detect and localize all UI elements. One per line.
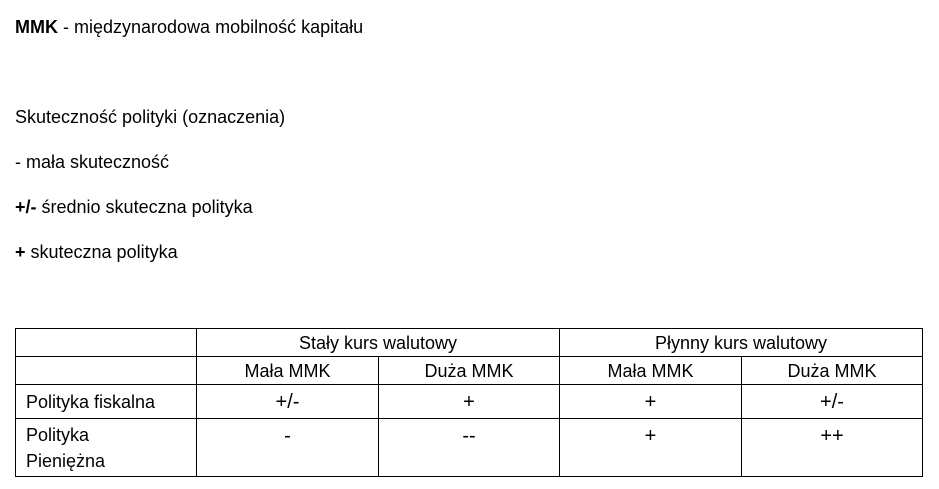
subheader-cell: Mała MMK [197,357,379,385]
legend-symbol: + [15,242,26,262]
table-cell: + [379,385,560,419]
mmk-definition-text: - międzynarodowa mobilność kapitału [58,17,364,37]
legend-text: mała skuteczność [21,152,170,172]
row-label-fiscal: Polityka fiskalna [16,385,197,419]
subheader-cell: Duża MMK [379,357,560,385]
mmk-abbreviation: MMK [15,17,58,37]
table-subheader-row [16,357,923,385]
table-row-fiscal [16,385,923,419]
row-label-line: Pieniężna [26,450,106,471]
header-fixed-rate: Stały kurs walutowy [197,329,560,357]
table-cell: + [560,419,742,477]
table-cell: + [560,385,742,419]
legend-item-medium [15,196,253,218]
table-cell: -- [379,419,560,477]
header-floating-rate: Płynny kurs walutowy [560,329,923,357]
table-cell: +/- [197,385,379,419]
table-cell: - [197,419,379,477]
row-label-line: Polityka [26,424,90,445]
table-row-monetary [16,419,923,477]
table-header-row [16,329,923,357]
subheader-cell: Mała MMK [560,357,742,385]
legend-title: Skuteczność polityki (oznaczenia) [15,107,286,127]
row-label-monetary [16,419,197,477]
legend-text: średnio skuteczna polityka [36,197,253,217]
table-corner-cell [16,329,197,357]
table-cell: ++ [742,419,923,477]
legend-item-effective [15,241,178,263]
table-cell: +/- [742,385,923,419]
legend-symbol: - [15,152,21,172]
legend-text: skuteczna polityka [25,242,178,262]
policy-effectiveness-table [15,328,923,477]
legend-symbol: +/- [15,197,37,217]
mmk-definition [15,16,363,38]
table-empty-cell [16,357,197,385]
subheader-cell: Duża MMK [742,357,923,385]
legend-item-low [15,151,169,173]
